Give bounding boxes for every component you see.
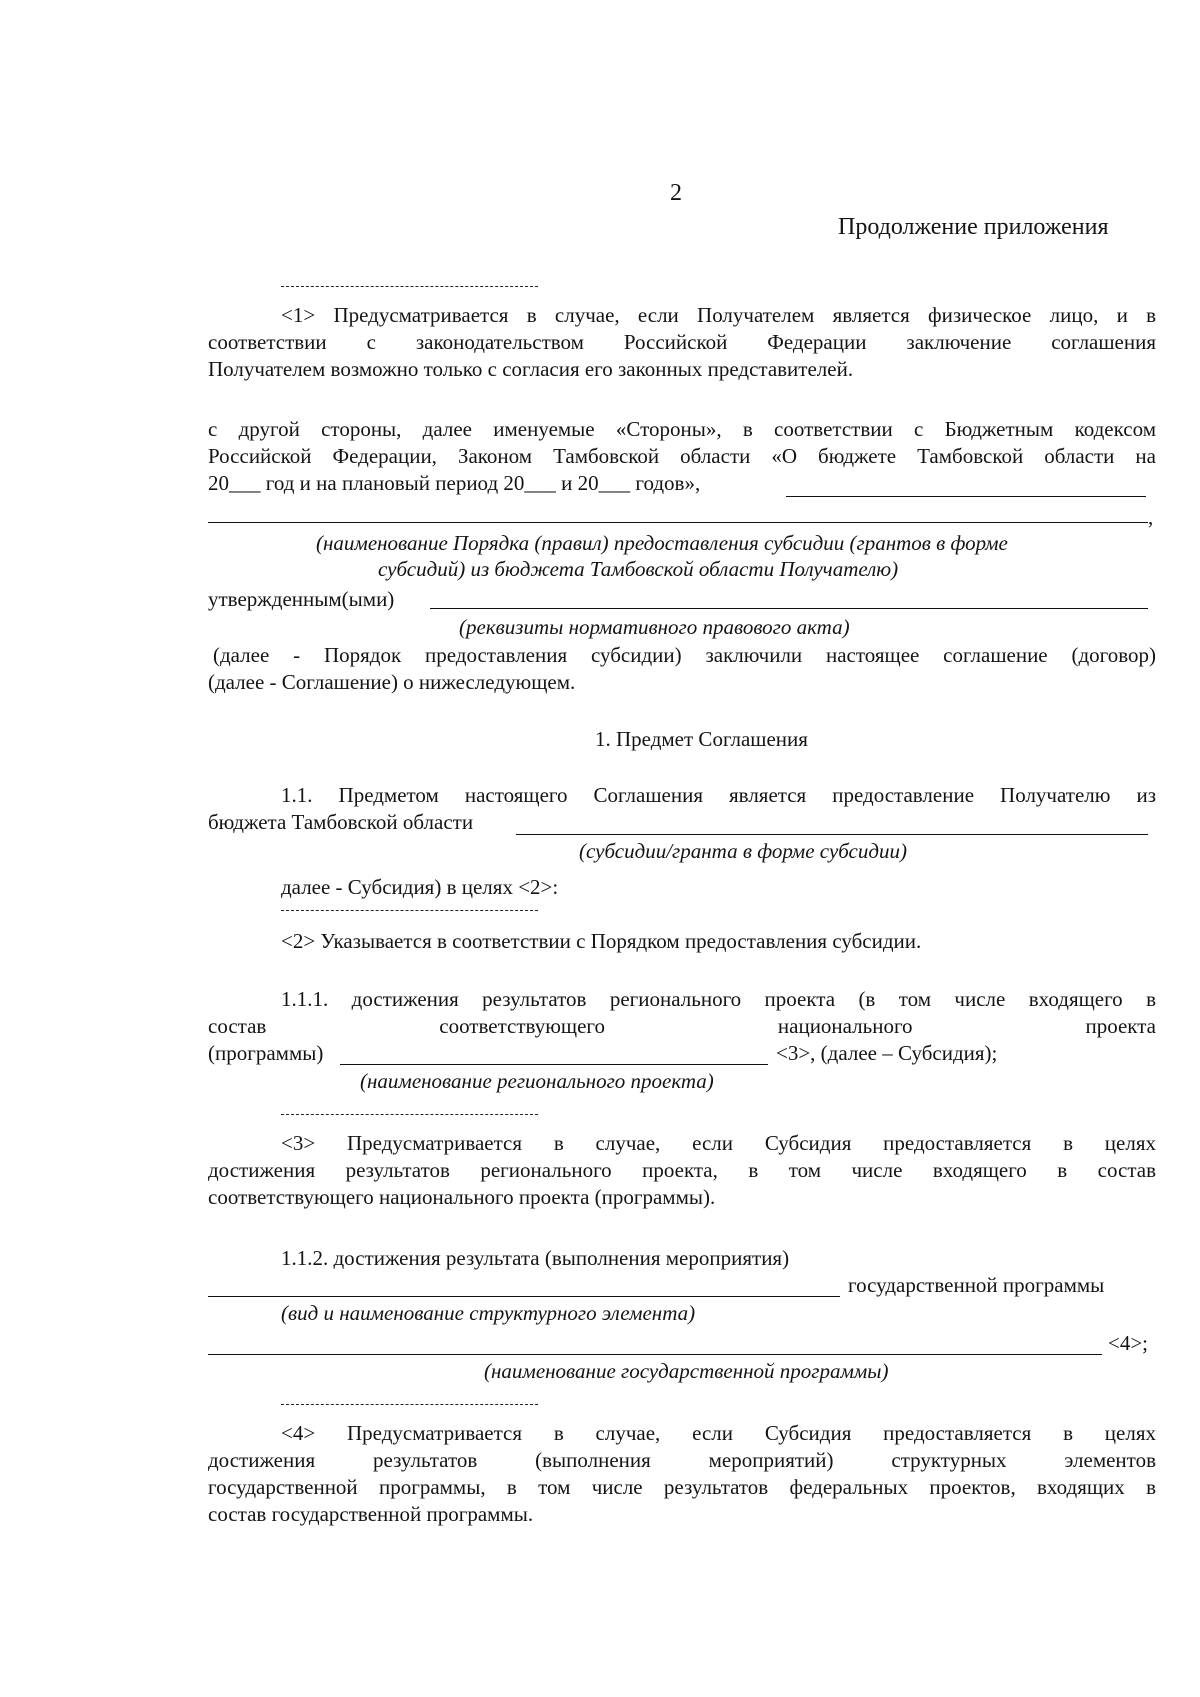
caption-subsidy-type: (субсидии/гранта в форме субсидии): [579, 839, 907, 863]
blank-line: [516, 834, 1148, 835]
paragraph-parties: с другой стороны, далее именуемые «Стороны», в соответствии с Бюджетным кодексом Российской Федерации, Законом Тамбовской области «О бюджете Тамбовской области на: [208, 417, 1156, 468]
footnote-separator: [281, 286, 538, 287]
page-header: Продолжение приложения: [838, 214, 1109, 240]
caption-structural-element: (вид и наименование структурного элемента): [281, 1301, 696, 1325]
caption-procedure-cont: субсидий) из бюджета Тамбовской области Получателю): [378, 557, 899, 581]
caption-act-details: (реквизиты нормативного правового акта): [459, 615, 850, 639]
clause-1-1-2: 1.1.2. достижения результата (выполнения мероприятия): [281, 1246, 790, 1270]
clause-1-1-line2: бюджета Тамбовской области: [208, 810, 474, 834]
blank-line: [208, 1354, 1102, 1355]
footnote-separator: [281, 910, 538, 911]
footnote-separator: [281, 1114, 538, 1115]
footnote-ref-4: <4>;: [1108, 1331, 1149, 1355]
clause-1-1-1: 1.1.1. достижения результатов регионального проекта (в том числе входящего в: [281, 987, 1156, 1011]
paragraph-procedure-line2: (далее - Соглашение) о нижеследующем.: [208, 670, 576, 694]
blank-line: [340, 1064, 768, 1065]
footnote-3: <3> Предусматривается в случае, если Субсидия предоставляется в целях достижения результатов регионального проекта, в том числе входящего в состав соответствующего национального проекта (программы).: [208, 1131, 1156, 1209]
blank-line: [786, 496, 1146, 497]
caption-state-program: (наименование государственной программы): [484, 1359, 889, 1383]
clause-1-1-cont: далее - Субсидия) в целях <2>:: [281, 875, 559, 899]
trailing-comma: ,: [1148, 505, 1154, 529]
footnote-1: <1> Предусматривается в случае, если Получателем является физическое лицо, и в соответствии с законодательством Российской Федерации заключение соглашения Получателем возможно только с согласия его законных представителей.: [208, 303, 1156, 381]
paragraph-procedure: (далее - Порядок предоставления субсидии) заключили настоящее соглашение (договор): [213, 643, 1156, 667]
section-title: 1. Предмет Соглашения: [595, 727, 808, 751]
clause-1-1: 1.1. Предметом настоящего Соглашения является предоставление Получателю из: [281, 783, 1156, 807]
footnote-4: <4> Предусматривается в случае, если Субсидия предоставляется в целях достижения результатов (выполнения мероприятий) структурных элементов государственной программы, в том числе результатов федеральных проектов, входящих в состав государственной программы.: [208, 1421, 1156, 1526]
caption-procedure: (наименование Порядка (правил) предоставления субсидии (грантов в форме: [316, 531, 1008, 555]
page-number: 2: [670, 180, 682, 206]
clause-1-1-1-line2: состав соответствующего национального проекта: [208, 1014, 1156, 1038]
clause-1-1-1-line3a: (программы): [208, 1041, 324, 1065]
paragraph-parties-line3: 20___ год и на плановый период 20___ и 20___ годов»,: [208, 471, 701, 495]
caption-regional-project: (наименование регионального проекта): [360, 1069, 714, 1093]
clause-1-1-2-program: государственной программы: [848, 1273, 1105, 1297]
footnote-separator: [281, 1404, 538, 1405]
clause-1-1-1-line3b: <3>, (далее – Субсидия);: [776, 1041, 998, 1065]
footnote-2: <2> Указывается в соответствии с Порядком предоставления субсидии.: [281, 929, 922, 953]
blank-line: [430, 608, 1148, 609]
approved-label: утвержденным(ыми): [208, 587, 395, 611]
blank-line: [208, 522, 1148, 523]
blank-line: [208, 1296, 840, 1297]
